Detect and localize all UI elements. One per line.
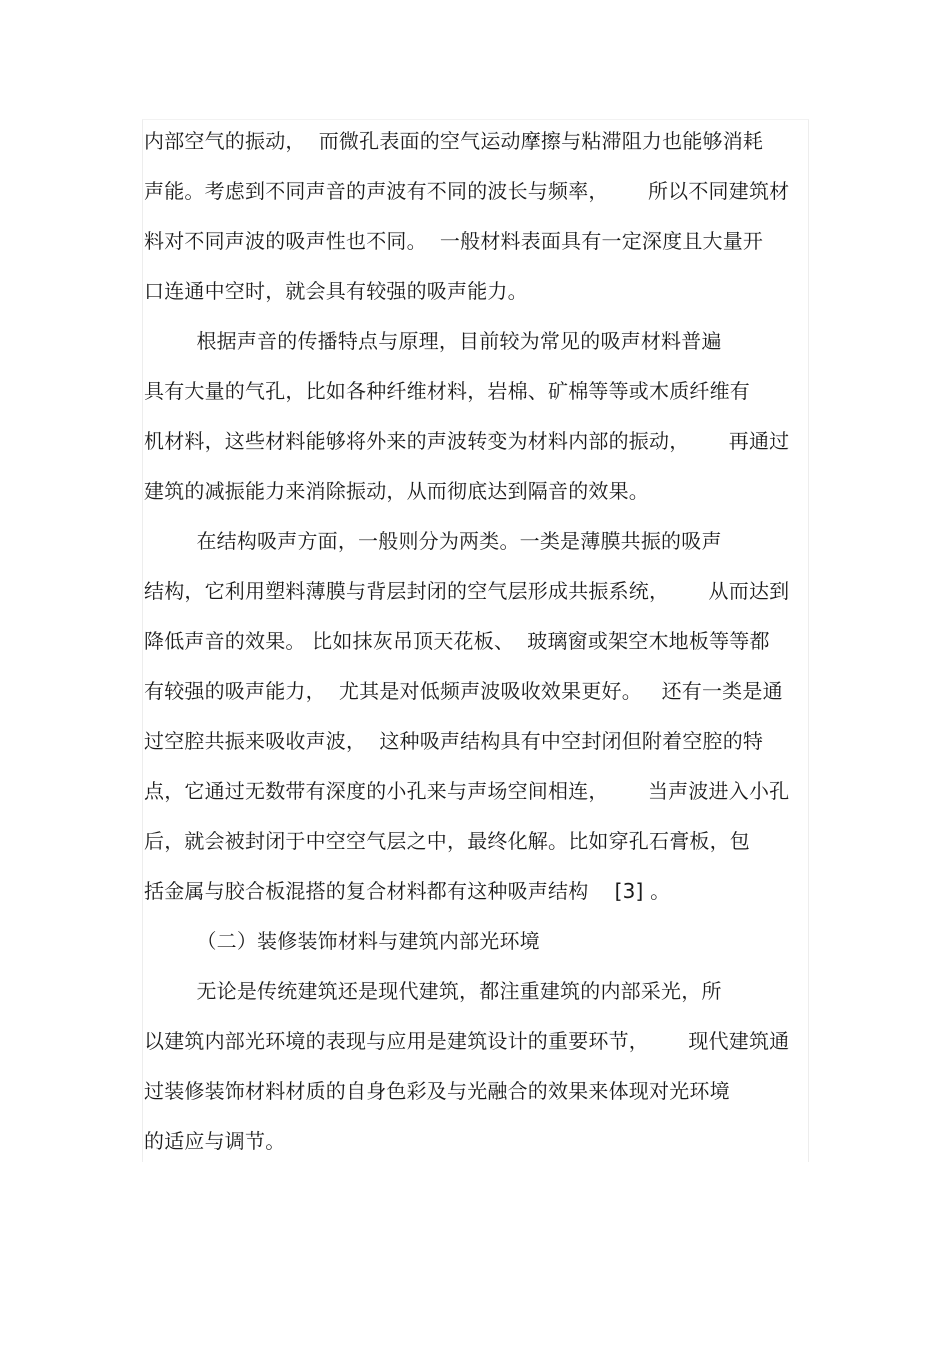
section-heading: （二）装修装饰材料与建筑内部光环境 <box>144 929 540 953</box>
text-line: 的适应与调节。 <box>144 1129 286 1153</box>
text-line: 具有大量的气孔，比如各种纤维材料，岩棉、矿棉等等或木质纤维有 <box>144 379 750 403</box>
text-line: 后，就会被封闭于中空空气层之中，最终化解。比如穿孔石膏板，包 <box>144 829 750 853</box>
paragraph-first-line: 根据声音的传播特点与原理，目前较为常见的吸声材料普遍 <box>144 329 722 353</box>
text-line: 有较强的吸声能力， 尤其是对低频声波吸收效果更好。 还有一类是通 <box>144 679 783 703</box>
paragraph-first-line: 无论是传统建筑还是现代建筑，都注重建筑的内部采光，所 <box>144 979 722 1003</box>
text-line: 料对不同声波的吸声性也不同。 一般材料表面具有一定深度且大量开 <box>144 229 764 253</box>
text-line: 结构，它利用塑料薄膜与背层封闭的空气层形成共振系统， 从而达到 <box>144 579 790 603</box>
text-line: 过空腔共振来吸收声波， 这种吸声结构具有中空封闭但附着空腔的特 <box>144 729 764 753</box>
text-line: 声能。考虑到不同声音的声波有不同的波长与频率， 所以不同建筑材 <box>144 179 790 203</box>
text-line: 以建筑内部光环境的表现与应用是建筑设计的重要环节， 现代建筑通 <box>144 1029 790 1053</box>
text-line: 点，它通过无数带有深度的小孔来与声场空间相连， 当声波进入小孔 <box>144 779 790 803</box>
text-line: 建筑的减振能力来消除振动，从而彻底达到隔音的效果。 <box>144 479 649 503</box>
text-line: 过装修装饰材料材质的自身色彩及与光融合的效果来体现对光环境 <box>144 1079 730 1103</box>
paragraph-first-line: 在结构吸声方面，一般则分为两类。一类是薄膜共振的吸声 <box>144 529 722 553</box>
text-line: 括金属与胶合板混搭的复合材料都有这种吸声结构 [3] 。 <box>144 879 671 903</box>
text-line: 降低声音的效果。 比如抹灰吊顶天花板、 玻璃窗或架空木地板等等都 <box>144 629 770 653</box>
text-line: 内部空气的振动， 而微孔表面的空气运动摩擦与粘滞阻力也能够消耗 <box>144 129 764 153</box>
text-line: 机材料，这些材料能够将外来的声波转变为材料内部的振动， 再通过 <box>144 429 790 453</box>
text-line: 口连通中空时，就会具有较强的吸声能力。 <box>144 279 528 303</box>
